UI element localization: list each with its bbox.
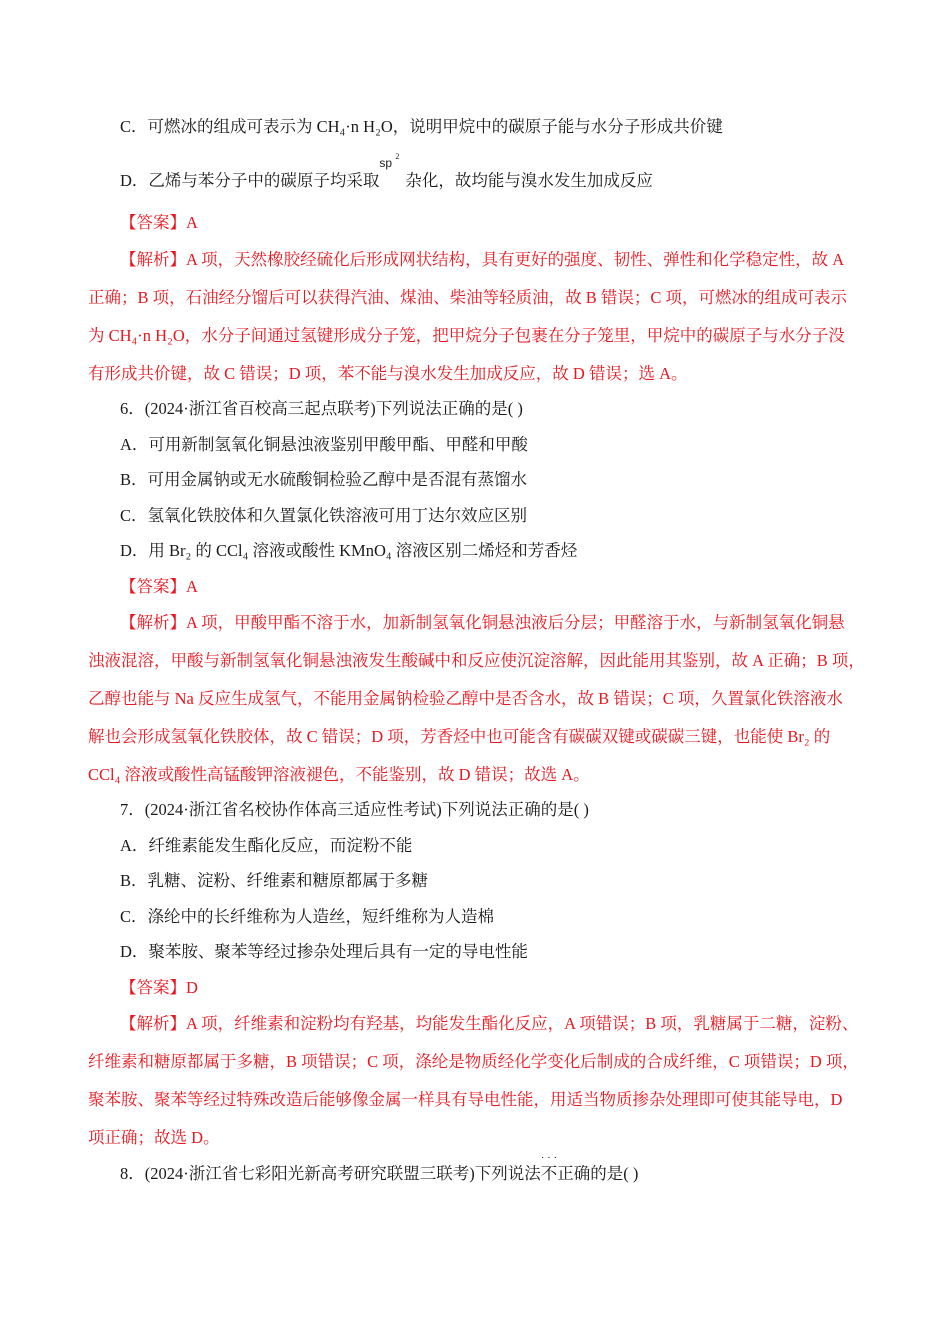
sp2-notation: sp 2 <box>379 152 400 170</box>
q6-analysis-line: 【解析】A 项，甲酸甲酯不溶于水，加新制氢氧化铜悬浊液后分层；甲醛溶于水，与新制氢氧化铜悬 <box>120 613 845 632</box>
prev-analysis-line: 有形成共价键，故 C 错误；D 项，苯不能与溴水发生加成反应，故 D 错误；选 A。 <box>88 364 688 383</box>
q7-analysis-line: 【解析】A 项，纤维素和淀粉均有羟基，均能发生酯化反应，A 项错误；B 项，乳糖属于二糖，淀粉、 <box>120 1014 859 1033</box>
prev-analysis-line: 为 CH₄·n H₂O，水分子间通过氢键形成分子笼，把甲烷分子包裹在分子笼里，甲烷中的碳原子与水分子没 <box>88 326 845 345</box>
q6-analysis-line: CCl₄ 溶液或酸性高锰酸钾溶液褪色，不能鉴别，故 D 错误；故选 A。 <box>88 765 590 784</box>
q7-answer: 【答案】D <box>120 978 198 997</box>
prev-option-d <box>120 152 653 192</box>
q8-stem <box>120 1163 638 1185</box>
q6-option-c: C．氢氧化铁胶体和久置氯化铁溶液可用丁达尔效应区别 <box>120 506 528 525</box>
q7-analysis-line: 聚苯胺、聚苯等经过特殊改造后能够像金属一样具有导电性能，用适当物质掺杂处理即可使其能导电，D <box>88 1090 843 1109</box>
q8-stem-text: 8．(2024·浙江省七彩阳光新高考研究联盟三联考)下列说法 <box>120 1164 541 1183</box>
prev-option-c: C．可燃冰的组成可表示为 CH₄·n H₂O，说明甲烷中的碳原子能与水分子形成共价键 <box>120 117 723 136</box>
q7-option-d: D．聚苯胺、聚苯等经过掺杂处理后具有一定的导电性能 <box>120 942 528 961</box>
q7-option-c: C．涤纶中的长纤维称为人造丝，短纤维称为人造棉 <box>120 907 495 926</box>
q8-emphasis: · · · 不正确 <box>541 1163 591 1185</box>
q6-option-a: A．可用新制氢氧化铜悬浊液鉴别甲酸甲酯、甲醛和甲酸 <box>120 435 528 454</box>
prev-answer: 【答案】A <box>120 213 198 232</box>
q8-stem-tail: 的是( ) <box>590 1164 639 1183</box>
q6-answer: 【答案】A <box>120 577 198 596</box>
prev-option-d-tail: 杂化，故均能与溴水发生加成反应 <box>405 171 653 190</box>
q6-analysis-line: 浊液混溶，甲酸与新制氢氧化铜悬浊液发生酸碱中和反应使沉淀溶解，因此能用其鉴别，故 A 正确；B 项， <box>88 651 865 670</box>
prev-option-d-text: D．乙烯与苯分子中的碳原子均采取 <box>120 171 380 190</box>
q6-analysis-line: 乙醇也能与 Na 反应生成氢气，不能用金属钠检验乙醇中是否含水，故 B 错误；C 项，久置氯化铁溶液水 <box>88 689 843 708</box>
q7-option-a: A．纤维素能发生酯化反应，而淀粉不能 <box>120 836 413 855</box>
prev-analysis-line: 【解析】A 项，天然橡胶经硫化后形成网状结构，具有更好的强度、韧性、弹性和化学稳定性，故 A <box>120 250 845 269</box>
prev-analysis-line: 正确；B 项，石油经分馏后可以获得汽油、煤油、柴油等轻质油，故 B 错误；C 项，可燃冰的组成可表示 <box>88 288 848 307</box>
q7-analysis-line: 纤维素和糖原都属于多糖，B 项错误；C 项，涤纶是物质经化学变化后制成的合成纤维，C 项错误；D 项， <box>88 1052 859 1071</box>
q7-option-b: B．乳糖、淀粉、纤维素和糖原都属于多糖 <box>120 871 429 890</box>
q7-stem: 7．(2024·浙江省名校协作体高三适应性考试)下列说法正确的是( ) <box>120 800 589 819</box>
q6-analysis-line: 解也会形成氢氧化铁胶体，故 C 错误；D 项，芳香烃中也可能含有碳碳双键或碳碳三键，也能使 Br₂ 的 <box>88 727 831 746</box>
q6-option-d: D．用 Br₂ 的 CCl₄ 溶液或酸性 KMnO₄ 溶液区别二烯烃和芳香烃 <box>120 541 578 560</box>
q6-stem: 6．(2024·浙江省百校高三起点联考)下列说法正确的是( ) <box>120 399 523 418</box>
q6-option-b: B．可用金属钠或无水硫酸铜检验乙醇中是否混有蒸馏水 <box>120 470 528 489</box>
q7-analysis-line: 项正确；故选 D。 <box>88 1128 220 1147</box>
